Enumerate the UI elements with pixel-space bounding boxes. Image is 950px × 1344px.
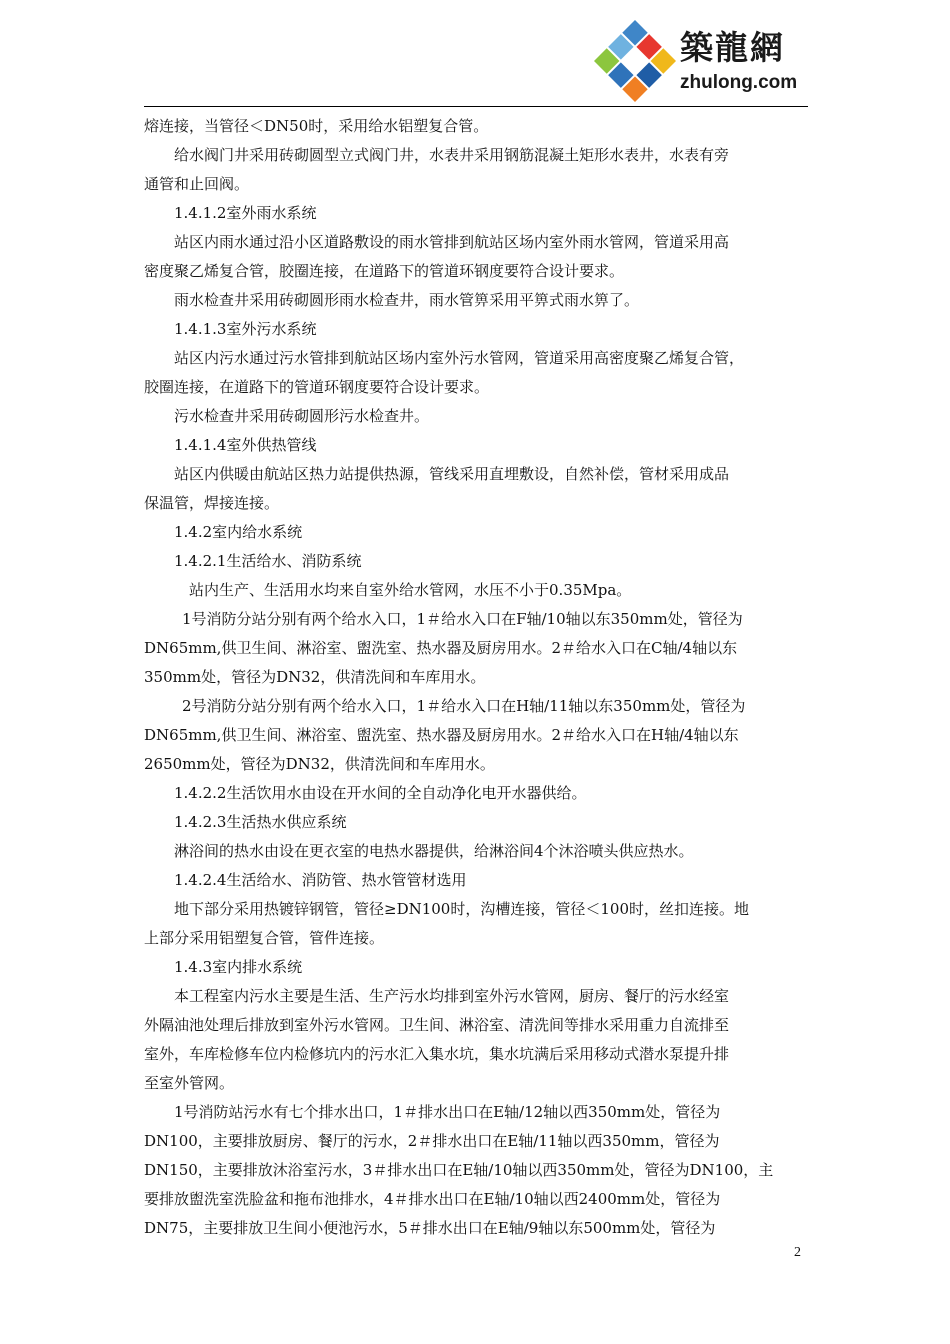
text-line: 至室外管网。 [144,1074,235,1092]
text-line: 熔连接，当管径＜DN50时，采用给水铝塑复合管。 [144,117,489,135]
text-line: 通管和止回阀。 [144,175,250,193]
header-divider [144,106,808,107]
text-line: 胶圈连接，在道路下的管道环钢度要符合设计要求。 [144,378,490,396]
text-line: 350mm处，管径为DN32，供清洗间和车库用水。 [144,668,486,686]
text-line: 地下部分采用热镀锌钢管，管径≥DN100时，沟槽连接，管径＜100时，丝扣连接。地 [174,900,749,918]
text-line: 保温管，焊接连接。 [144,494,280,512]
text-line: 站区内供暖由航站区热力站提供热源，管线采用直埋敷设，自然补偿，管材采用成品 [174,465,730,483]
text-line: 站内生产、生活用水均来自室外给水管网，水压不小于0.35Mpa。 [189,581,632,599]
text-line: 1.4.1.3室外污水系统 [174,320,317,338]
text-line: DN100，主要排放厨房、餐厅的污水，2＃排水出口在E轴/11轴以西350mm，管径为 [144,1132,720,1150]
text-line: DN150，主要排放沐浴室污水，3＃排水出口在E轴/10轴以西350mm处，管径为DN100，主 [144,1161,774,1179]
text-line: 站区内雨水通过沿小区道路敷设的雨水管排到航站区场内室外雨水管网，管道采用高 [174,233,730,251]
text-line: 1.4.2.2生活饮用水由设在开水间的全自动净化电开水器供给。 [174,784,587,802]
site-logo [594,14,814,106]
text-line: 室外，车库检修车位内检修坑内的污水汇入集水坑，集水坑满后采用移动式潜水泵提升排 [144,1045,730,1063]
text-line: 1.4.1.2室外雨水系统 [174,204,317,222]
text-line: 外隔油池处理后排放到室外污水管网。卫生间、淋浴室、清洗间等排水采用重力自流排至 [144,1016,730,1034]
text-line: 1.4.3室内排水系统 [174,958,303,976]
text-line: 1号消防站污水有七个排水出口，1＃排水出口在E轴/12轴以西350mm处，管径为 [174,1103,721,1121]
logo-cubes-icon [594,18,676,104]
text-line: 2号消防分站分别有两个给水入口，1＃给水入口在H轴/11轴以东350mm处，管径为 [182,697,746,715]
text-line: 污水检查井采用砖砌圆形污水检查井。 [174,407,430,425]
text-line: 密度聚乙烯复合管，胶圈连接，在道路下的管道环钢度要符合设计要求。 [144,262,625,280]
logo-brand-text: 築龍網 [680,28,785,67]
text-line: DN75，主要排放卫生间小便池污水，5＃排水出口在E轴/9轴以东500mm处，管径为 [144,1219,716,1237]
text-line: 雨水检查井采用砖砌圆形雨水检查井，雨水管箅采用平箅式雨水箅了。 [174,291,640,309]
text-line: 1.4.2.3生活热水供应系统 [174,813,347,831]
text-line: 2650mm处，管径为DN32，供清洗间和车库用水。 [144,755,495,773]
text-line: 给水阀门井采用砖砌圆型立式阀门井，水表井采用钢筋混凝土矩形水表井，水表有旁 [174,146,730,164]
text-line: 1号消防分站分别有两个给水入口，1＃给水入口在F轴/10轴以东350mm处，管径为 [182,610,743,628]
text-line: 1.4.2.1生活给水、消防系统 [174,552,362,570]
text-line: 1.4.2室内给水系统 [174,523,303,541]
text-line: DN65mm,供卫生间、淋浴室、盥洗室、热水器及厨房用水。2＃给水入口在H轴/4轴以东 [144,726,739,744]
text-line: 本工程室内污水主要是生活、生产污水均排到室外污水管网，厨房、餐厅的污水经室 [174,987,730,1005]
page-number: 2 [794,1245,801,1260]
text-line: 要排放盥洗室洗脸盆和拖布池排水，4＃排水出口在E轴/10轴以西2400mm处，管径为 [144,1190,721,1208]
logo-url-text: zhulong.com [680,72,798,93]
text-line: 淋浴间的热水由设在更衣室的电热水器提供，给淋浴间4个沐浴喷头供应热水。 [174,842,694,860]
text-line: DN65mm,供卫生间、淋浴室、盥洗室、热水器及厨房用水。2＃给水入口在C轴/4轴以东 [144,639,738,657]
text-line: 站区内污水通过污水管排到航站区场内室外污水管网，管道采用高密度聚乙烯复合管， [174,349,745,367]
text-line: 上部分采用铝塑复合管，管件连接。 [144,929,385,947]
text-line: 1.4.1.4室外供热管线 [174,436,317,454]
document-body [144,112,808,1243]
text-line: 1.4.2.4生活给水、消防管、热水管管材选用 [174,871,467,889]
